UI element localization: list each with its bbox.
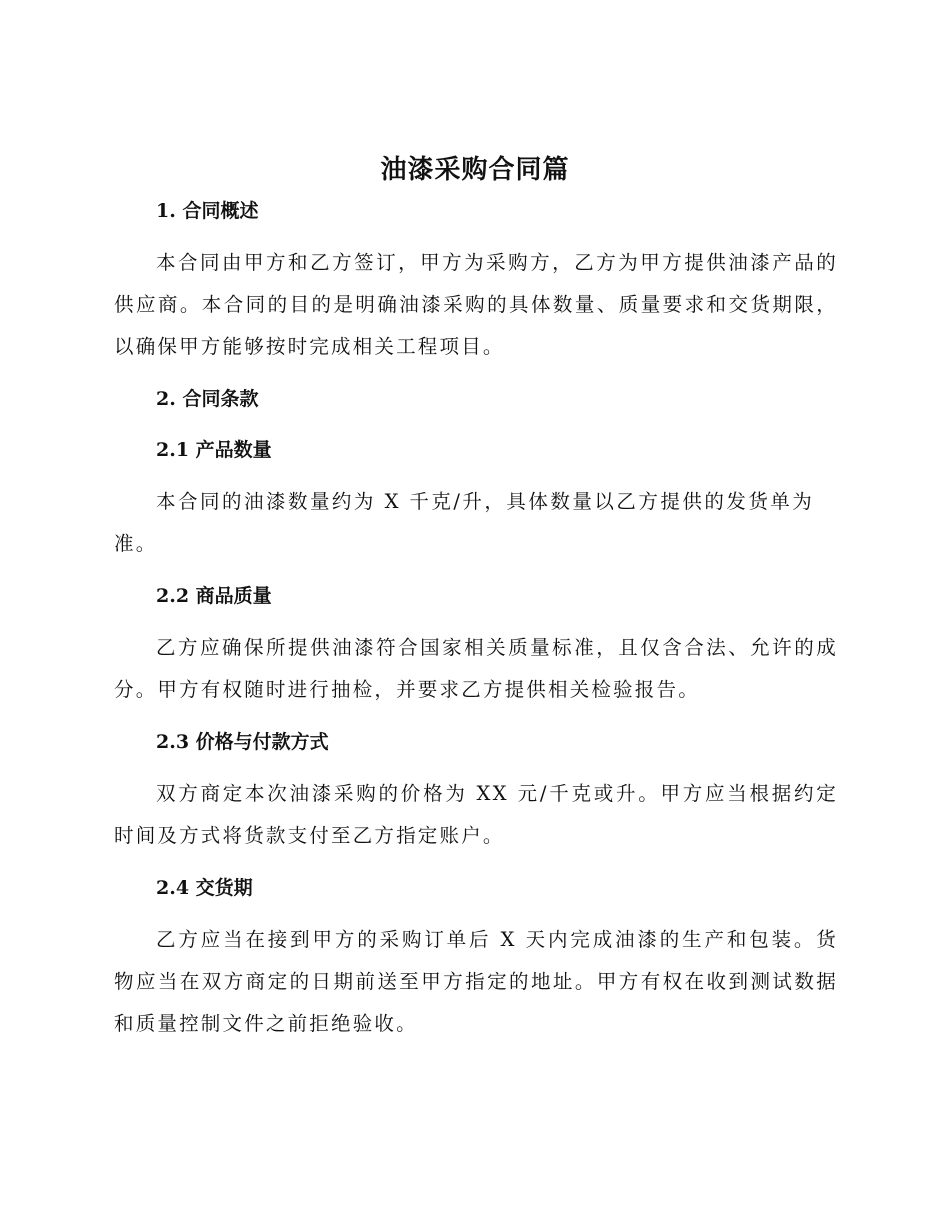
section-heading-delivery: 2.4 交货期 <box>156 877 253 899</box>
section-heading-terms: 2. 合同条款 <box>156 388 259 410</box>
section-text-price-payment: 双方商定本次油漆采购的价格为 XX 元/千克或升。甲方应当根据约定时间及方式将货款支付至乙方指定账户。 <box>114 782 838 847</box>
document-title: 油漆采购合同篇 <box>380 155 570 185</box>
section-heading-quality: 2.2 商品质量 <box>156 585 272 607</box>
section-text-quantity: 本合同的油漆数量约为 X 千克/升，具体数量以乙方提供的发货单为准。 <box>114 490 814 555</box>
section-heading-price-payment: 2.3 价格与付款方式 <box>156 731 329 753</box>
section-text-overview: 本合同由甲方和乙方签订，甲方为采购方，乙方为甲方提供油漆产品的供应商。本合同的目的是明确油漆采购的具体数量、质量要求和交货期限，以确保甲方能够按时完成相关工程项目。 <box>114 251 838 358</box>
section-heading-quantity: 2.1 产品数量 <box>156 439 272 461</box>
section-text-delivery: 乙方应当在接到甲方的采购订单后 X 天内完成油漆的生产和包装。货物应当在双方商定的日期前送至甲方指定的地址。甲方有权在收到测试数据和质量控制文件之前拒绝验收。 <box>114 928 838 1035</box>
section-heading-overview: 1. 合同概述 <box>156 200 259 222</box>
section-text-quality: 乙方应确保所提供油漆符合国家相关质量标准，且仅含合法、允许的成分。甲方有权随时进行抽检，并要求乙方提供相关检验报告。 <box>114 636 838 701</box>
